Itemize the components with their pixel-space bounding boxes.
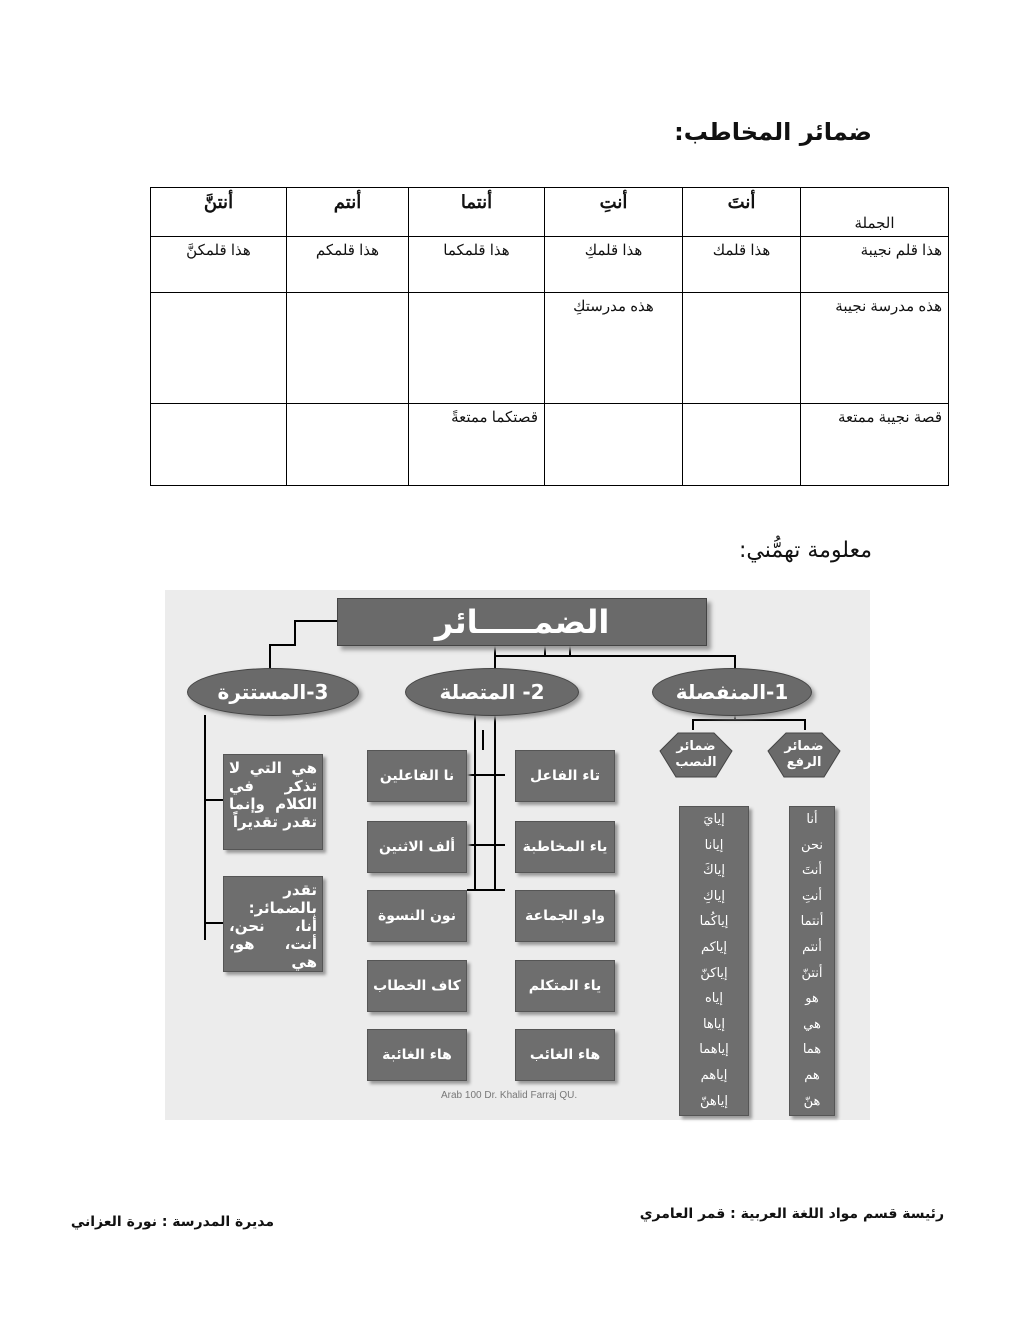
pronoun-item: أنتم [802,939,822,955]
table-cell: هذا قلمكما [409,237,545,293]
attached-item: هاء الغائب [515,1029,615,1081]
table-cell: هذا قلمك [683,237,801,293]
pronoun-item: هي [803,1016,821,1032]
pronoun-item: إياهنّ [700,1093,728,1109]
info-heading: معلومة تهمُّني: [739,538,872,563]
pronoun-item: إياكنّ [700,965,728,981]
table-cell: قصة نجيبة ممتعة [801,404,949,486]
header-cell: أنتَ [683,188,801,237]
header-cell: أنتم [287,188,409,237]
raf-group-label: ضمائر الرفع [766,731,842,779]
pronoun-item: إياهم [700,1067,728,1083]
table-cell: قصتكما ممتعةً [409,404,545,486]
pronoun-item: إياكم [700,939,728,955]
table-cell [151,404,287,486]
attached-item: نون النسوة [367,890,467,942]
table-cell: هذا قلمكنَّ [151,237,287,293]
table-cell [287,404,409,486]
table-cell: هذا قلمكِ [545,237,683,293]
table-cell [287,293,409,404]
branch-attached: 2- المتصلة [405,668,579,716]
pronoun-item: أنتما [800,914,824,930]
table-cell [683,404,801,486]
table-cell: هذا قلم نجيبة [801,237,949,293]
attached-item: كاف الخطاب [367,960,467,1012]
page-heading: ضمائر المخاطب: [674,118,872,146]
table-row [151,293,949,404]
pronoun-item: إياه [704,991,723,1007]
pronoun-item: أنا [806,812,818,827]
table-row [151,404,949,486]
nasb-pronouns-list [679,806,749,1116]
pronoun-item: إيانا [704,837,724,853]
hidden-note: هي التي لا تذكر في الكلام وإنما تقدر تقديراً [223,754,323,850]
table-cell [683,293,801,404]
pronoun-item: هم [804,1067,820,1083]
branch-hidden: 3-المستترة [187,668,359,716]
attached-item: هاء الغائبة [367,1029,467,1081]
branch-separate: 1-المنفصلة [652,668,812,716]
table-cell [409,293,545,404]
pronouns-diagram [165,590,870,1120]
pronoun-table [150,187,949,486]
pronoun-item: إياها [702,1016,725,1032]
pronoun-item: إياكَ [703,863,725,879]
table-row [151,237,949,293]
pronoun-item: هنّ [803,1093,821,1109]
attached-item: ألف الاثنين [367,821,467,873]
pronoun-item: أنتَ [802,863,822,879]
header-cell: أنتما [409,188,545,237]
pronoun-item: إياهما [699,1042,729,1058]
diagram-credit: Arab 100 Dr. Khalid Farraj QU. [441,1090,578,1101]
pronoun-item: إياكِ [703,888,725,904]
pronoun-item: إيايَ [703,812,725,827]
attached-item: ياء المخاطبة [515,821,615,873]
table-cell [151,293,287,404]
hidden-note: تقدر بالضمائر: أنا، نحن، أنت، هو، هي [223,876,323,972]
principal-signature: مديرة المدرسة : نورة العزاني [70,1214,274,1230]
attached-item: واو الجماعة [515,890,615,942]
attached-item: تاء الفاعل [515,750,615,802]
pronoun-item: أنتنّ [801,965,823,981]
pronoun-item: هما [802,1042,822,1058]
department-head-signature: رئيسة قسم مواد اللغة العربية : قمر العامري [639,1206,944,1222]
pronoun-item: نحن [801,837,823,853]
diagram-title: الضمـــــائر [337,598,707,646]
table-header-row [151,188,949,237]
header-cell: أنتِ [545,188,683,237]
table-cell [545,404,683,486]
table-cell: هذه مدرستكِ [545,293,683,404]
attached-item: نا الفاعلين [367,750,467,802]
attached-item: ياء المتكلم [515,960,615,1012]
table-cell: هذا قلمكم [287,237,409,293]
pronoun-item: أنتِ [802,888,822,904]
table-cell: هذه مدرسة نجيبة [801,293,949,404]
pronoun-item: إياكُما [699,914,729,930]
header-cell: أنتنَّ [151,188,287,237]
pronoun-item: هو [805,991,819,1007]
header-cell: الجملة [801,188,949,237]
raf-pronouns-list [789,806,835,1116]
nasb-group-label: ضمائر النصب [658,731,734,779]
